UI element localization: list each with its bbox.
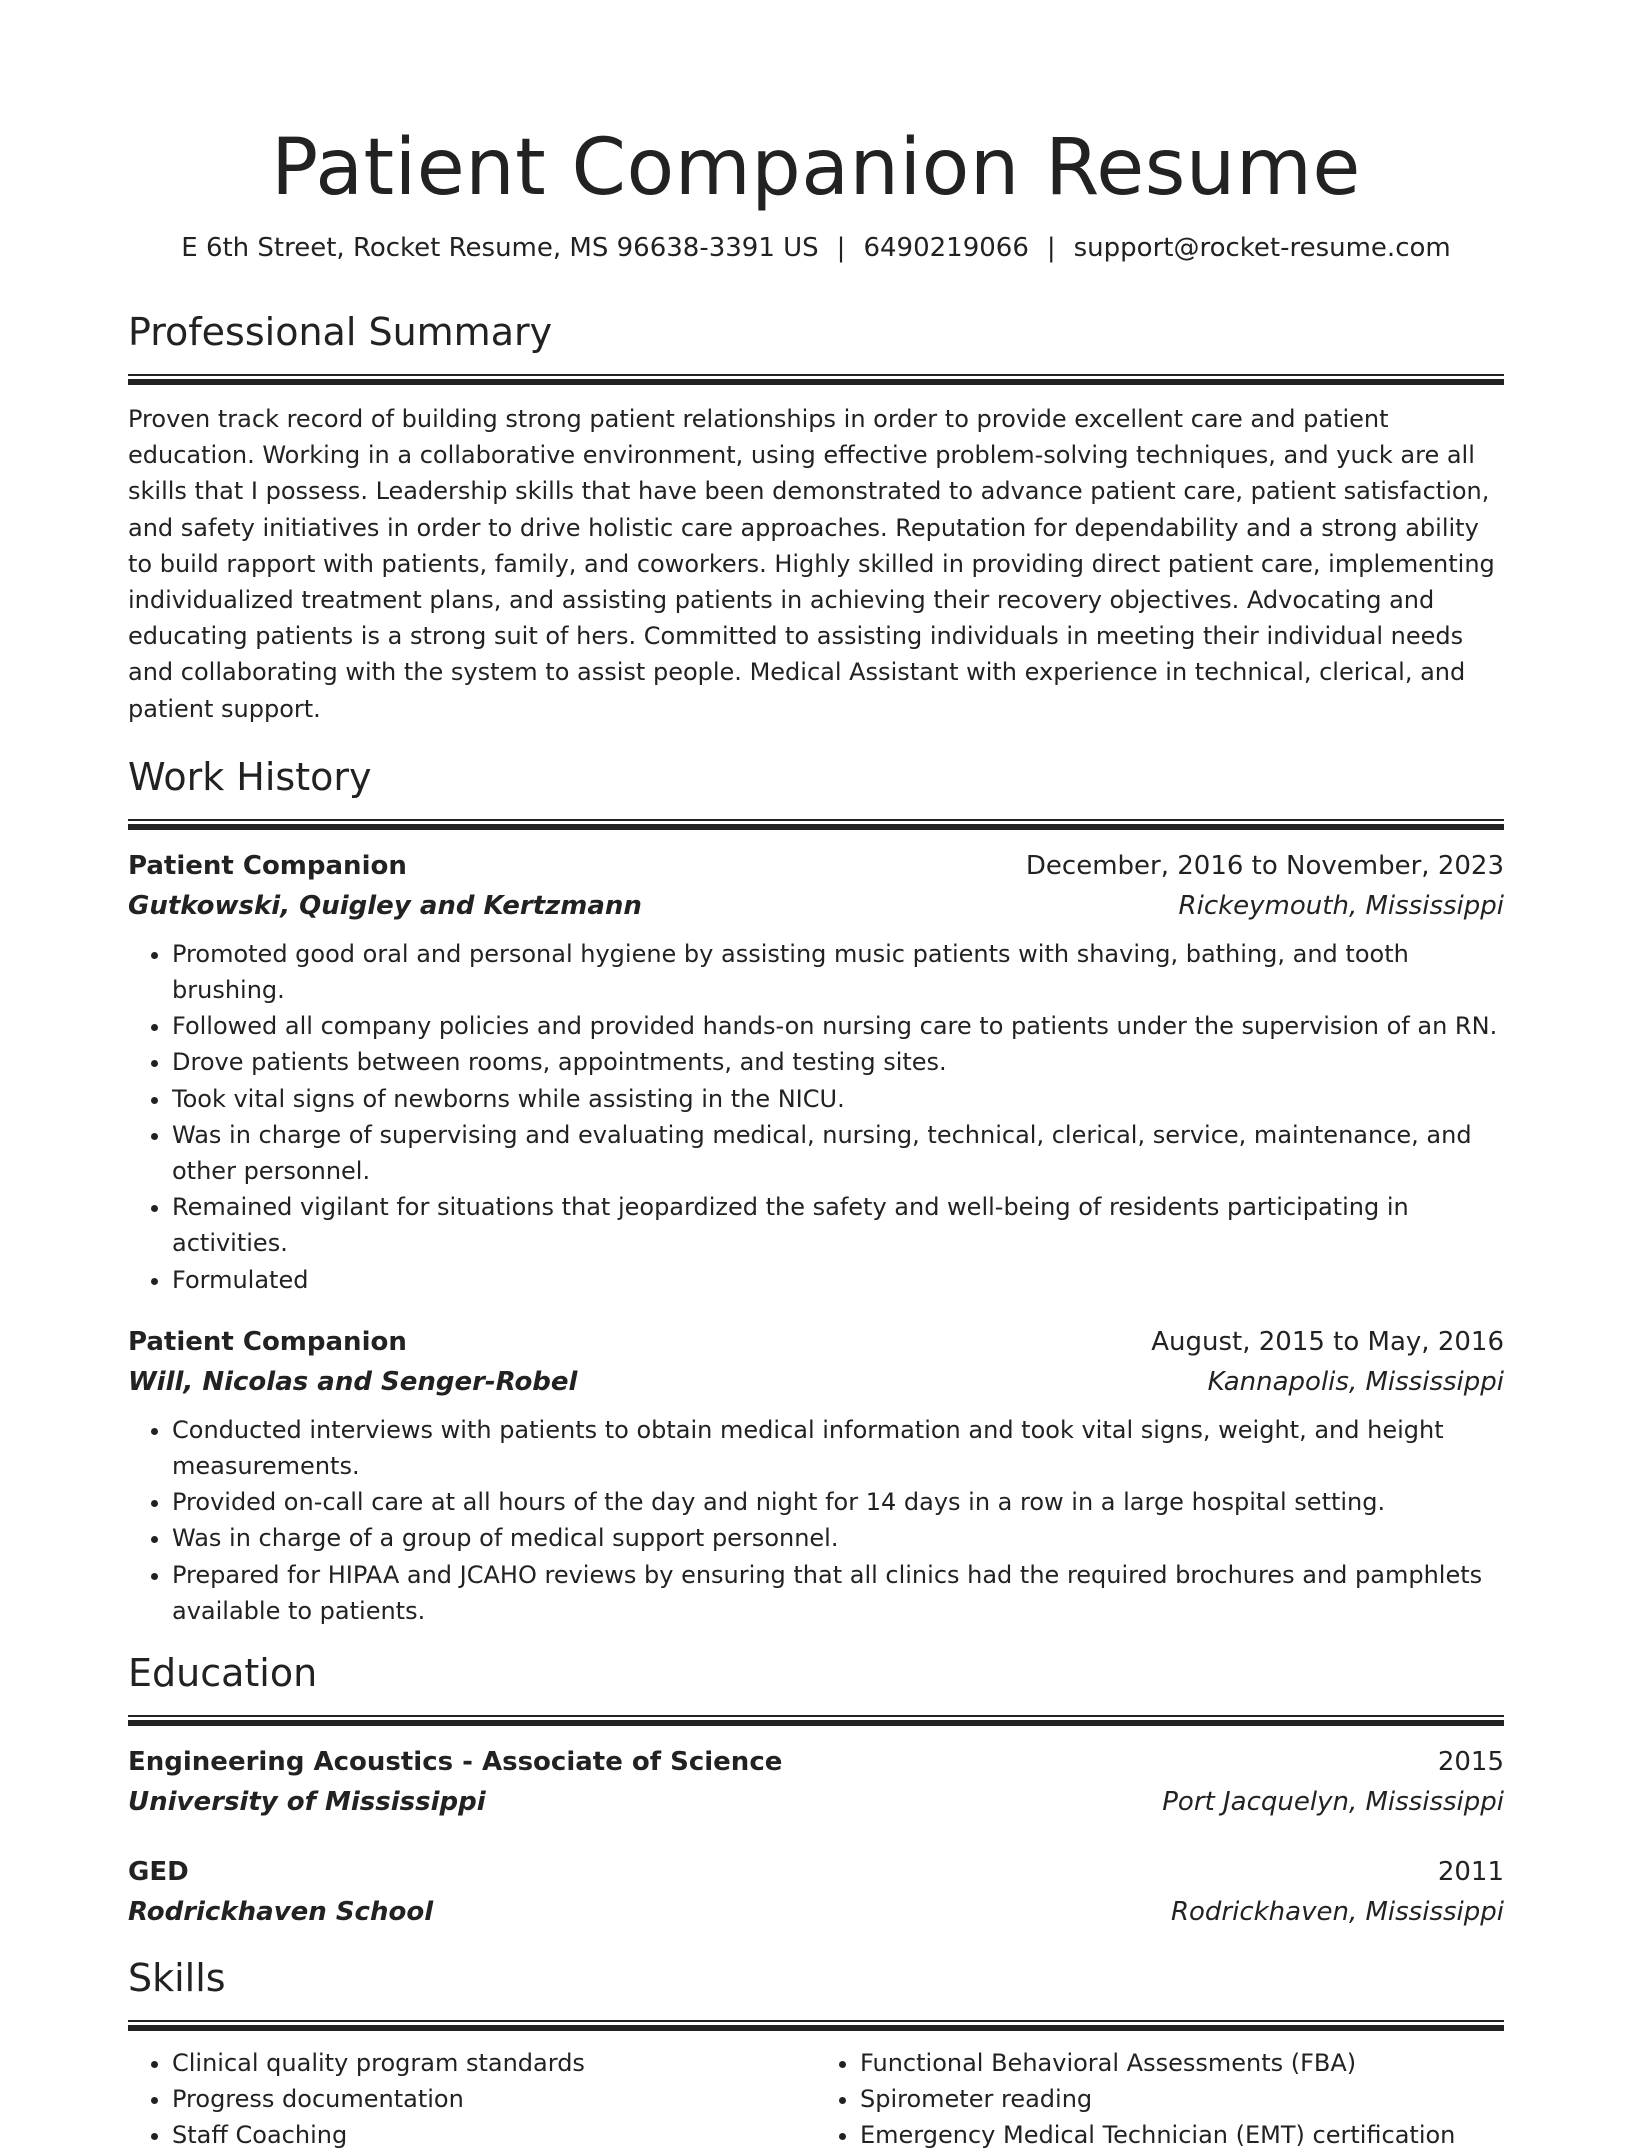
list-item: • Emergency Medical Technician (EMT) certification: [860, 2117, 1504, 2153]
education-entry: [128, 1852, 1504, 1932]
degree: GED: [128, 1857, 189, 1888]
school-location: Rodrickhaven, Mississippi: [1170, 1897, 1504, 1928]
list-item: • Was in charge of a group of medical support personnel.: [172, 1520, 1504, 1556]
phone: 6490219066: [863, 233, 1029, 263]
skills-section: [128, 1954, 1504, 2154]
job-title: Patient Companion: [128, 850, 407, 881]
education-year: 2015: [1437, 1747, 1504, 1778]
job-dates: December, 2016 to November, 2023: [1025, 850, 1504, 881]
summary-text: Proven track record of building strong patient relationships in order to provide excellent care and patient education. Working in a collaborative environment, using effective problem-solving techniques, and yuck are all skills that I possess. Leadership skills that have been demonstrated to advance patient care, patient satisfaction, and safety initiatives in order to drive holistic care approaches. Reputation for dependability and a strong ability to build rapport with patients, family, and coworkers. Highly skilled in providing direct patient care, implementing individualized treatment plans, and assisting patients in achieving their recovery objectives. Advocating and educating patients is a strong suit of hers. Committed to assisting individuals in meeting their individual needs and collaborating with the system to assist people. Medical Assistant with experience in technical, clerical, and patient support.: [128, 405, 1495, 723]
work-section: [128, 753, 1504, 1629]
section-title-summary: Professional Summary: [128, 310, 553, 354]
section-title-education: Education: [128, 1651, 318, 1696]
list-item: • Drove patients between rooms, appointments, and testing sites.: [172, 1044, 1504, 1080]
list-item: • Conducted interviews with patients to obtain medical information and took vital signs, weight, and height measurements.: [172, 1412, 1504, 1484]
company-name: Gutkowski, Quigley and Kertzmann: [128, 890, 642, 921]
skills-columns: [128, 2045, 1504, 2154]
skills-list-right: [816, 2045, 1504, 2154]
contact-line: [128, 230, 1504, 266]
education-section: [128, 1649, 1504, 1932]
list-item: • Took vital signs of newborns while assisting in the NICU.: [172, 1081, 1504, 1117]
resume-page: [128, 118, 1504, 2154]
list-item: • Spirometer reading: [860, 2081, 1504, 2117]
section-divider: [128, 2020, 1504, 2031]
summary-section: [128, 308, 1504, 727]
email-link[interactable]: support@rocket-resume.com: [1073, 233, 1451, 263]
job-dates: August, 2015 to May, 2016: [1151, 1326, 1504, 1357]
list-item: • Promoted good oral and personal hygiene by assisting music patients with shaving, bathing, and tooth brushing.: [172, 936, 1504, 1008]
school-name: University of Mississippi: [128, 1787, 486, 1818]
address: E 6th Street, Rocket Resume, MS 96638-3391 US: [181, 233, 819, 263]
education-entry: [128, 1742, 1504, 1822]
list-item: • Prepared for HIPAA and JCAHO reviews by ensuring that all clinics had the required brochures and pamphlets available to patients.: [172, 1557, 1504, 1629]
school-location: Port Jacquelyn, Mississippi: [1162, 1787, 1504, 1818]
company-name: Will, Nicolas and Senger-Robel: [128, 1366, 578, 1397]
section-divider: [128, 819, 1504, 830]
job-location: Rickeymouth, Mississippi: [1178, 890, 1504, 921]
separator: |: [1046, 233, 1056, 263]
resume-title: Patient Companion Resume: [271, 123, 1361, 213]
job-location: Kannapolis, Mississippi: [1207, 1366, 1504, 1397]
job-bullets: [128, 936, 1504, 1298]
section-divider: [128, 374, 1504, 385]
skills-list-left: [128, 2045, 816, 2154]
section-title-work: Work History: [128, 754, 372, 799]
separator: |: [836, 233, 846, 263]
school-name: Rodrickhaven School: [128, 1897, 434, 1928]
job-bullets: [128, 1412, 1504, 1629]
list-item: • Provided on-call care at all hours of the day and night for 14 days in a row in a large hospital setting.: [172, 1484, 1504, 1520]
list-item: • Remained vigilant for situations that jeopardized the safety and well-being of residents participating in activities.: [172, 1189, 1504, 1261]
list-item: • Was in charge of supervising and evaluating medical, nursing, technical, clerical, service, maintenance, and other personnel.: [172, 1117, 1504, 1189]
job-entry: [128, 846, 1504, 1298]
list-item: • Functional Behavioral Assessments (FBA): [860, 2045, 1504, 2081]
education-year: 2011: [1437, 1857, 1504, 1888]
list-item: • Followed all company policies and provided hands-on nursing care to patients under the supervision of an RN.: [172, 1008, 1504, 1044]
list-item: • Staff Coaching: [172, 2117, 816, 2153]
list-item: • Clinical quality program standards: [172, 2045, 816, 2081]
list-item: • Formulated: [172, 1262, 1504, 1298]
degree: Engineering Acoustics - Associate of Science: [128, 1747, 783, 1778]
job-entry: [128, 1322, 1504, 1629]
job-title: Patient Companion: [128, 1326, 407, 1357]
section-title-skills: Skills: [128, 1956, 226, 2001]
list-item: • Progress documentation: [172, 2081, 816, 2117]
section-divider: [128, 1715, 1504, 1726]
